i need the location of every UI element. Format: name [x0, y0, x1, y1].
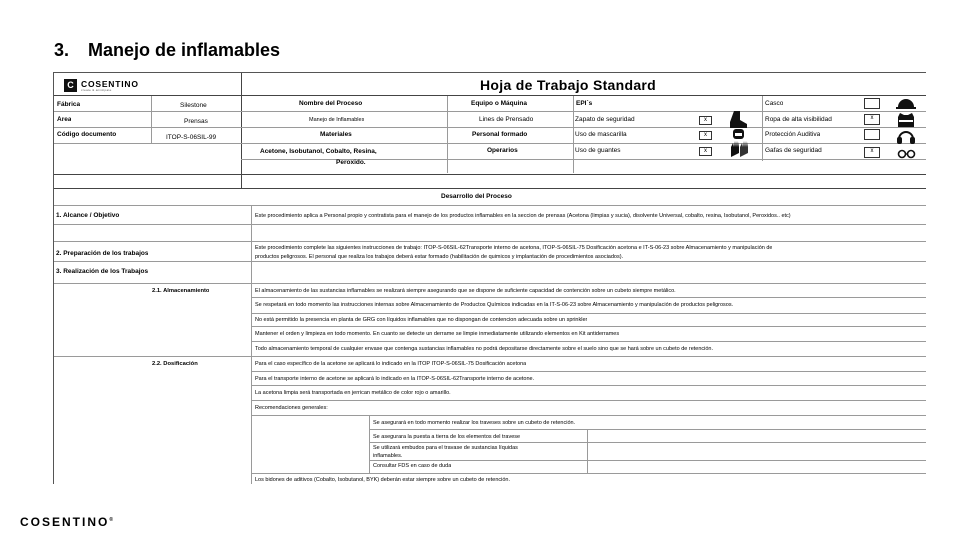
materiales-label: Materiales — [320, 131, 352, 138]
grid-line — [54, 205, 926, 206]
logo-mark: C — [64, 79, 77, 92]
area-label: Área — [57, 116, 72, 123]
grid-line — [54, 127, 926, 128]
slide-title-text: Manejo de inflamables — [88, 40, 281, 60]
recomendacion-3b: inflamables. — [373, 453, 403, 459]
preparacion-text-1: Este procedimiento complete las siguientes instrucciones de trabajo: ITOP-S-06SIL-62Transporte interno de acetona, ITOP-S-06SIL-75 Dosificación acetona e IT-S-06-23 sobre Almacenamiento y manipulación de — [255, 245, 773, 251]
alcance-label: 1. Alcance / Objetivo — [56, 212, 120, 219]
grid-line — [369, 442, 926, 443]
sheet-title: Hoja de Trabajo Standard — [480, 77, 657, 93]
grid-line — [54, 174, 926, 175]
codigo-label: Código documento — [57, 131, 117, 138]
recomendacion-3: Se utilizará embudos para el travase de sustancias líquidas — [373, 445, 518, 451]
slide-number: 3. — [54, 40, 70, 60]
grid-line — [54, 111, 926, 112]
grid-line — [251, 385, 926, 386]
footer-brand: COSENTINO — [20, 515, 110, 529]
epi-ropa-label: Ropa de alta visibilidad — [765, 116, 832, 123]
dosificacion-line-1: Para el caso específico de la acetone se aplicará lo indicado en la ITOP ITOP-S-06SIL-75 Dosificación acetona — [255, 361, 527, 367]
grid-line — [251, 205, 252, 484]
grid-line — [251, 326, 926, 327]
fabrica-label: Fábrica — [57, 101, 81, 108]
epi-gafas-check[interactable]: x — [864, 147, 880, 158]
grid-line — [251, 297, 926, 298]
work-sheet — [53, 72, 926, 484]
desarrollo-title: Desarrollo del Proceso — [441, 193, 512, 200]
epi-guantes-label: Uso de guantes — [575, 147, 621, 154]
epi-ropa-check[interactable]: x — [864, 114, 880, 125]
grid-line — [447, 95, 448, 173]
recomendacion-1: Se asegurará en todo momento realizar los traveses sobre un cubeto de retención. — [373, 420, 576, 426]
footer-logo — [20, 515, 113, 529]
almacenamiento-line-4: Mantener el orden y limpieza en todo momento. En cuanto se detecte un derrame se limpie inmediatamente utilizando elementos en Kit antiderrames — [255, 331, 620, 337]
epi-mascarilla-label: Uso de mascarilla — [575, 131, 627, 138]
grid-line — [54, 283, 926, 284]
grid-line — [54, 241, 926, 242]
dosificacion-line-3: La acetona limpia será transportada en jerrican metálico de color rojo o amarillo. — [255, 390, 451, 396]
almacenamiento-line-2: Se respetará en todo momento las instrucciones internas sobre Almacenamiento de Productos Químicos indicadas en la IT-S-06-23 sobre Almacenamiento y manipulación de productos peligrosos. — [255, 302, 734, 308]
hi-vis-vest-icon — [898, 113, 914, 127]
preparacion-text-2: productos peligrosos. El personal que realiza los trabajos deberá estar formado (habilitación de quimicos y implantación de procedimientos asociados). — [255, 254, 624, 260]
grid-line — [251, 473, 926, 474]
dosificacion-line-4: Recomendaciones generales: — [255, 405, 328, 411]
grid-line — [762, 95, 763, 161]
helmet-icon — [896, 99, 916, 109]
almacenamiento-line-1: El almacenamiento de las sustancias inflamables se realizará siempre asegurando que se dispone de suficiente capacidad de contención sobre un cubeto siempre metálico. — [255, 288, 676, 294]
dosificacion-final: Los bidones de aditivos (Cobalto, Isobutanol, BYK) deberán estar siempre sobre un cubeto de retención. — [255, 477, 510, 483]
goggles-icon — [899, 151, 915, 158]
area-value: Prensas — [184, 118, 208, 125]
epi-mascarilla-check[interactable]: x — [699, 131, 712, 140]
ear-protection-icon — [897, 132, 915, 144]
grid-line — [251, 313, 926, 314]
almacenamiento-line-3: No está permitido la presencia en planta de GRG con líquidos inflamables que no dispongan de contencion adecuada sobre un sprinkler — [255, 317, 588, 323]
nombre-proceso-label: Nombre del Proceso — [299, 100, 363, 107]
grid-line — [151, 95, 152, 143]
logo-name: COSENTINO — [81, 79, 139, 89]
materiales-value-2: Peroxido. — [336, 159, 366, 166]
epi-auditiva-label: Protección Auditiva — [765, 131, 821, 138]
almacenamiento-label: 2.1. Almacenamiento — [152, 288, 210, 294]
slide-title — [54, 40, 280, 61]
almacenamiento-line-5: Todo almacenamiento temporal de cualquier envase que contenga sustancias inflamables no podrá depositarse directamente sobre el suelo sino que se hará sobre un cubeto de retención. — [255, 346, 714, 352]
epis-label: EPI´s — [576, 100, 593, 107]
safety-shoe-icon — [730, 111, 747, 128]
logo-tagline: create & anticipate — [81, 88, 112, 92]
personal-label: Personal formado — [472, 131, 528, 138]
grid-line — [54, 356, 926, 357]
grid-line — [573, 95, 574, 173]
grid-line — [54, 224, 926, 225]
recomendacion-2: Se asegurara la puesta a tierra de los elementos del travese — [373, 434, 521, 440]
grid-line — [251, 341, 926, 342]
ppe-left-icons — [726, 109, 752, 161]
epi-auditiva-check[interactable] — [864, 129, 880, 140]
dosificacion-line-2: Para el transporte interno de acetone se aplicará lo indicado en la ITOP-S-06SIL-62Transporte interno de acetone. — [255, 376, 535, 382]
grid-line — [54, 261, 926, 262]
epi-zapato-label: Zapato de seguridad — [575, 116, 635, 123]
grid-line — [241, 73, 242, 188]
grid-line — [251, 400, 926, 401]
equipo-label: Equipo o Máquina — [471, 100, 527, 107]
materiales-value-1: Acetone, Isobutanol, Cobalto, Resina, — [260, 148, 377, 155]
dosificacion-label: 2.2. Dosificación — [152, 361, 198, 367]
mask-icon — [733, 129, 744, 139]
grid-line — [54, 188, 926, 189]
grid-line — [587, 429, 588, 473]
fabrica-value: Silestone — [180, 102, 207, 109]
grid-line — [54, 95, 926, 96]
epi-gafas-label: Gafas de seguridad — [765, 147, 822, 154]
operarios-label: Operarios — [487, 147, 518, 154]
sheet-logo — [64, 79, 154, 93]
ppe-right-icons — [894, 95, 918, 161]
footer-mark: ® — [109, 517, 114, 523]
epi-guantes-check[interactable]: x — [699, 147, 712, 156]
alcance-text: Este procedimiento aplica a Personal propio y contratista para el manejo de los productos inflamables en la seccion de prensas (Acetona (limpias y sucia), disolvente Universal, cobalto, resina, Isobutanol, Peroxidos.. etc) — [255, 213, 791, 219]
realizacion-label: 3. Realización de los Trabajos — [56, 268, 149, 275]
grid-line — [251, 415, 926, 416]
grid-line — [369, 429, 926, 430]
recomendacion-4: Consultar FDS en caso de duda — [373, 463, 452, 469]
codigo-value: ITOP-S-06SIL-99 — [166, 134, 217, 141]
grid-line — [251, 371, 926, 372]
preparacion-label: 2. Preparación de los trabajos — [56, 250, 149, 257]
gloves-icon — [731, 141, 748, 157]
equipo-value: Lines de Prensado — [479, 116, 534, 123]
nombre-proceso-value: Manejo de Inflamables — [309, 117, 365, 123]
epi-zapato-check[interactable]: x — [699, 116, 712, 125]
epi-casco-check[interactable] — [864, 98, 880, 109]
grid-line — [54, 143, 926, 144]
grid-line — [369, 460, 926, 461]
epi-casco-label: Casco — [765, 100, 784, 107]
grid-line — [369, 415, 370, 473]
